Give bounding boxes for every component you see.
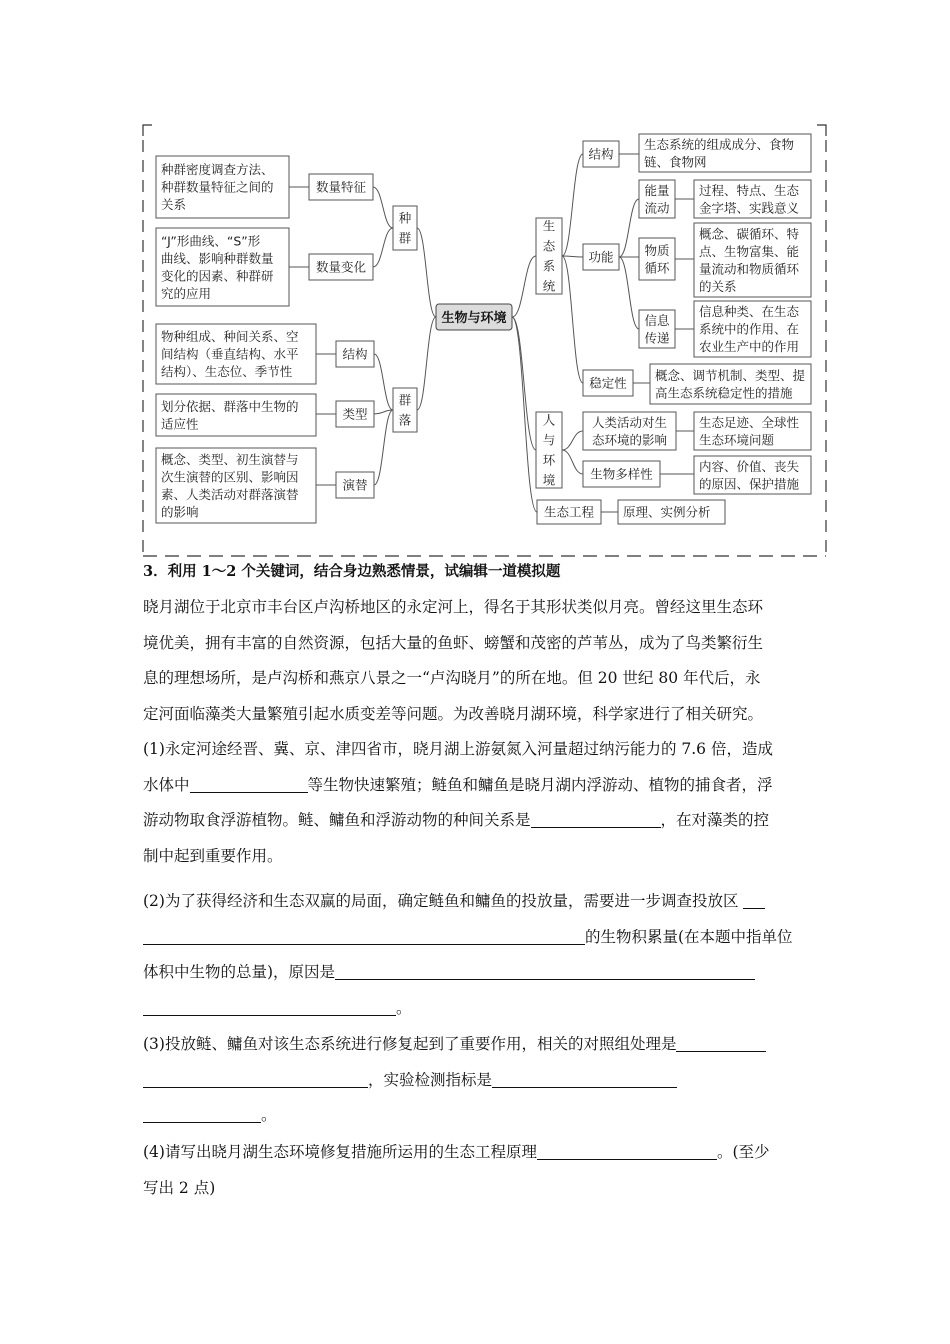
connector-line [562, 256, 583, 257]
q2-line: 体积中生物的总量)，原因是 [143, 955, 811, 991]
comm-succession-text: 演替 [342, 477, 368, 493]
q2-line: 的生物积累量(在本题中指单位 [143, 920, 811, 956]
eco-engineering-text: 生态工程 [543, 504, 595, 520]
biodiversity-detail-text: 内容、价值、丧失的原因、保护措施 [699, 458, 800, 492]
q3-line: (3)投放鲢、鳙鱼对该生态系统进行修复起到了重要作用，相关的对照组处理是 [143, 1027, 811, 1063]
question-intro [143, 590, 811, 732]
answer-blank[interactable] [190, 774, 308, 793]
connector-line [562, 450, 583, 474]
connector-line [562, 154, 583, 256]
sub-question-2 [143, 884, 811, 1026]
sub-question-1 [143, 732, 811, 874]
intro-line: 境优美，拥有丰富的自然资源，包括大量的鱼虾、螃蟹和茂密的芦苇丛，成为了鸟类繁衍生 [143, 633, 764, 652]
q2-line: (2)为了获得经济和生态双赢的局面，确定鲢鱼和鳙鱼的投放量，需要进一步调查投放区 [143, 884, 811, 920]
q3-line: 。 [143, 1098, 811, 1134]
eco-stability-text: 稳定性 [589, 375, 627, 391]
sub-question-3 [143, 1027, 811, 1134]
sub-question-4 [143, 1135, 811, 1206]
eco-function-text: 功能 [588, 249, 614, 265]
info-transfer-text: 信息传递 [644, 312, 670, 346]
pop-feature-detail-text: 种群密度调查方法、种群数量特征之间的关系 [161, 162, 274, 212]
connector-line [417, 228, 436, 317]
q3-line: ，实验检测指标是 [143, 1063, 811, 1099]
connector-line [373, 228, 393, 267]
eco-structure-text: 结构 [588, 146, 614, 162]
human-env-node-text: 人与环境 [542, 412, 556, 488]
eco-stability-detail-text: 概念、调节机制、类型、提高生态系统稳定性的措施 [655, 367, 806, 401]
answer-blank[interactable] [335, 961, 755, 980]
eco-engineering-detail-text: 原理、实例分析 [623, 504, 711, 520]
matter-detail-text: 概念、碳循环、特点、生物富集、能量流动和物质循环的关系 [699, 226, 800, 294]
answer-blank[interactable] [143, 1069, 368, 1088]
connector-line [562, 256, 583, 383]
ecosystem-node-text: 生态系统 [542, 218, 556, 294]
mind-map-diagram [0, 0, 950, 560]
community-node-text: 群落 [398, 392, 412, 428]
answer-blank[interactable] [492, 1069, 677, 1088]
human-activity-detail-text: 生态足迹、全球性生态环境问题 [699, 414, 800, 448]
answer-blank[interactable] [676, 1033, 766, 1052]
answer-blank[interactable] [143, 1104, 261, 1123]
answer-blank[interactable] [537, 1141, 717, 1160]
population-node-text: 种群 [398, 210, 412, 246]
connector-line [417, 317, 436, 410]
pop-quantity-change-text: 数量变化 [315, 259, 367, 275]
question-title: 3．利用 1～2 个关键词，结合身边熟悉情景，试编辑一道模拟题 [143, 563, 561, 580]
info-detail-text: 信息种类、在生态系统中的作用、在农业生产中的作用 [699, 304, 800, 354]
center-node-text: 生物与环境 [441, 311, 507, 326]
q4-line: 写出 2 点) [143, 1178, 216, 1197]
intro-line: 晓月湖位于北京市丰台区卢沟桥地区的永定河上，得名于其形状类似月亮。曾经这里生态环 [143, 598, 764, 616]
connector-line [619, 199, 639, 257]
comm-structure-detail-text: 物种组成、种间关系、空间结构（垂直结构、水平结构）、生态位、季节性 [161, 329, 299, 379]
connector-line [512, 256, 536, 317]
intro-line: 定河面临藻类大量繁殖引起水质变差等问题。为改善晓月湖环境，科学家进行了相关研究。 [143, 704, 764, 723]
frame-corner [817, 125, 826, 136]
matter-cycle-text: 物质循环 [644, 242, 670, 276]
biodiversity-text: 生物多样性 [590, 466, 653, 482]
q4-line: (4)请写出晓月湖生态环境修复措施所运用的生态工程原理 。(至少 [143, 1143, 770, 1161]
q1-line: 水体中 等生物快速繁殖；鲢鱼和鳙鱼是晓月湖内浮游动、植物的捕食者，浮 [143, 775, 773, 794]
q1-line: 制中起到重要作用。 [143, 846, 283, 865]
answer-blank[interactable] [743, 890, 765, 909]
connector-line [374, 354, 393, 410]
answer-blank[interactable] [143, 926, 585, 945]
connector-line [512, 317, 537, 512]
pop-change-detail-text: “J”形曲线、“S”形曲线、影响种群数量变化的因素、种群研究的应用 [161, 233, 274, 301]
answer-blank[interactable] [143, 997, 396, 1016]
intro-line: 息的理想场所，是卢沟桥和燕京八景之一“卢沟晓月”的所在地。但 20 世纪 80 年代后，永 [143, 669, 761, 687]
comm-structure-text: 结构 [342, 346, 368, 362]
connector-line [374, 410, 393, 485]
answer-blank[interactable] [531, 809, 661, 828]
comm-succession-detail-text: 概念、类型、初生演替与次生演替的区别、影响因素、人类活动对群落演替的影响 [161, 451, 299, 520]
connector-line [512, 317, 536, 450]
connector-line [373, 187, 393, 228]
comm-type-detail-text: 划分依据、群落中生物的适应性 [161, 398, 299, 432]
connector-line [619, 257, 639, 329]
q2-line: 。 [143, 991, 811, 1027]
q1-line: 游动物取食浮游植物。鲢、鳙鱼和浮游动物的种间关系是 ，在对藻类的控 [143, 811, 770, 829]
comm-type-text: 类型 [342, 406, 368, 422]
energy-detail-text: 过程、特点、生态金字塔、实践意义 [699, 182, 800, 216]
frame-corner [143, 125, 152, 136]
eco-structure-detail-text: 生态系统的组成成分、食物链、食物网 [644, 136, 795, 170]
pop-quantity-feature-text: 数量特征 [315, 179, 367, 195]
connector-line [562, 431, 583, 450]
human-activity-text: 人类活动对生态环境的影响 [591, 414, 668, 448]
q1-line: (1)永定河途经晋、冀、京、津四省市，晓月湖上游氨氮入河量超过纳污能力的 7.6 倍，造成 [143, 740, 773, 758]
energy-flow-text: 能量流动 [644, 182, 670, 216]
